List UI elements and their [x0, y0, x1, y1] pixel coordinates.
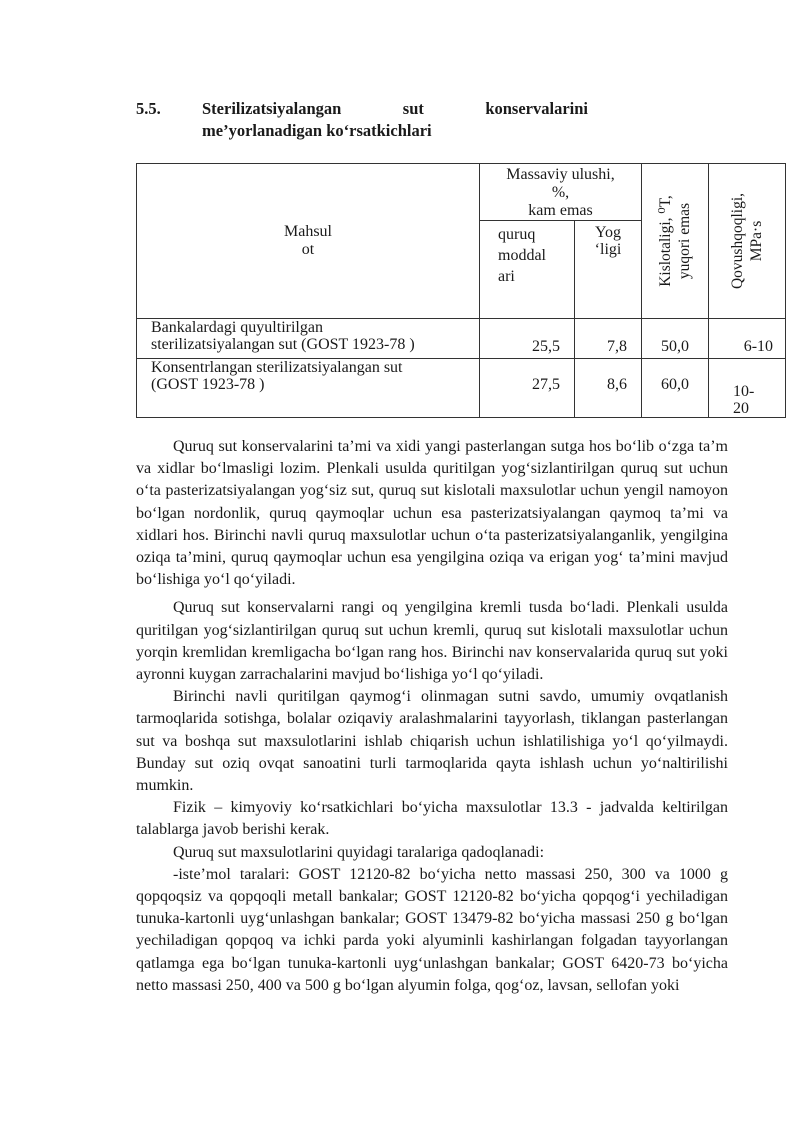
table-row	[137, 359, 786, 418]
paragraph: Quruq sut maxsulotlarini quyidagi taralariga qadoqlanadi:	[173, 843, 545, 861]
table-row	[137, 319, 786, 359]
viscosity-value	[709, 359, 786, 418]
viscosity-value-line-2: 20	[733, 400, 750, 417]
product-name-line-1: Bankalardagi quyultirilgan	[151, 319, 323, 336]
header-product	[137, 164, 480, 319]
product-name-line-2: (GOST 1923-78 )	[151, 376, 265, 393]
section-number: 5.5.	[136, 99, 161, 118]
dry-matter-value: 27,5	[480, 359, 575, 418]
product-name	[137, 359, 480, 418]
header-dry-matter-line-3: ari	[498, 268, 515, 285]
fat-value: 7,8	[575, 319, 642, 359]
paragraph: Birinchi navli quritilgan qaymog‘i olinmagan sutni savdo, umumiy ovqatlanish tarmoqlarida sotishga, bolalar oziqaviy aralashmalarini tayyorlash, tiklangan pasterlangan sut va boshqa sut maxsulotlarini ishlab chiqarish uchun ishlatilishiga yo‘l qo‘yilmaydi. Bunday sut oziq ovqat sanoatini turli tarmoqlarida qayta ishlash uchun yo‘naltirilishi mumkin.	[136, 688, 728, 795]
header-fat-line-1: Yog	[595, 224, 621, 241]
specification-table	[136, 163, 786, 418]
viscosity-value-line-1: 6-10	[743, 338, 774, 355]
paragraph: Quruq sut konservalarini ta’mi va xidi yangi pasterlangan sutga hos bo‘lib o‘zga ta’m va xidlar bo‘lmasligi lozim. Plenkali usulda quritilgan yog‘sizlantirilgan quruq sut uchun o‘ta pasterizatsiyalangan yog‘siz sut, quruq sut kislotali maxsulotlar uchun yengil namoyon bo‘lgan nordonlik, quruq qaymoqlar uchun esa pasterizatsiyalangan qaymoq ta’mi va xidlari hos. Birinchi navli quruq maxsulotlar uchun o‘ta pasterizatsiyalanganlik, yengilgina oziqa ta’mini, quruq qaymoqlar uchun esa yengilgina oziqa va erigan yog‘ ta’mini mavjud bo‘lishiga yo‘l qo‘yiladi.	[136, 438, 728, 589]
header-acidity-line-1: Kislotaligi, ⁰T,	[657, 195, 675, 287]
paragraph: Fizik – kimyoviy ko‘rsatkichlari bo‘yicha maxsulotlar 13.3 - jadvalda keltirilgan talablarga javob berishi kerak.	[136, 799, 728, 839]
header-fat	[575, 221, 642, 319]
header-mass-fraction	[480, 164, 642, 221]
header-viscosity-line-2: MPa·s	[748, 220, 766, 262]
header-viscosity-line-1: Qovushqoqligi,	[729, 192, 747, 290]
header-dry-matter	[480, 221, 575, 319]
header-dry-matter-line-1: quruq	[498, 226, 536, 243]
viscosity-value	[709, 319, 786, 359]
header-acidity-line-2: yuqori emas	[676, 202, 694, 280]
section-title-line-2: me’yorlanadigan ko‘rsatkichlari	[202, 121, 432, 140]
header-acidity	[642, 164, 709, 319]
product-name-line-1: Konsentrlangan sterilizatsiyalangan sut	[151, 359, 403, 376]
body-text	[136, 436, 728, 997]
header-mass-fraction-line-1: Massaviy ulushi,	[506, 166, 615, 183]
section-title-line-1: Sterilizatsiyalangan sut konservalarini	[202, 99, 588, 118]
dry-matter-value: 25,5	[480, 319, 575, 359]
table-header-row	[137, 164, 786, 221]
acidity-value: 50,0	[642, 319, 709, 359]
paragraph: -iste’mol taralari: GOST 12120-82 bo‘yicha netto massasi 250, 300 va 1000 g qopqoqsiz va qopqoqli metall bankalar; GOST 12120-82 bo‘yicha qopqog‘i yechiladigan tunuka-kartonli uyg‘unlashgan bankalar; GOST 13479-82 bo‘yicha massasi 250 g bo‘lgan yechiladigan qopqoq va ichki parda yoki alyuminli kashirlangan folgadan tayyorlangan qatlamga ega bo‘lgan tunuka-kartonli uyg‘unlashgan bankalar; GOST 6420-73 bo‘yicha netto massasi 250, 400 va 500 g bo‘lgan alyumin folga, qog‘oz, lavsan, sellofan yoki	[136, 865, 728, 994]
header-mass-fraction-line-2: %,	[551, 184, 570, 201]
header-product-line-2: ot	[301, 241, 315, 258]
header-dry-matter-line-2: moddal	[498, 247, 546, 264]
header-viscosity	[709, 164, 786, 319]
header-mass-fraction-line-3: kam emas	[528, 202, 593, 219]
product-name-line-2: sterilizatsiyalangan sut (GOST 1923-78 )	[151, 336, 415, 353]
paragraph: Quruq sut konservalarni rangi oq yengilgina kremli tusda bo‘ladi. Plenkali usulda quritilgan yog‘sizlantirilgan quruq sut uchun kremli, quruq sut kislotali maxsulotlar uchun yorqin kremlidan kremligacha bo‘lgan rang hos. Birinchi nav konservalarida quruq sut yoki ayronni kuygan zarrachalarini mavjud bo‘lishiga yo‘l qo‘yiladi.	[136, 599, 728, 684]
header-fat-line-2: ‘ligi	[594, 241, 622, 258]
product-name	[137, 319, 480, 359]
acidity-value: 60,0	[642, 359, 709, 418]
viscosity-value-line-1: 10-	[733, 383, 755, 400]
fat-value: 8,6	[575, 359, 642, 418]
header-product-line-1: Mahsul	[284, 223, 332, 240]
